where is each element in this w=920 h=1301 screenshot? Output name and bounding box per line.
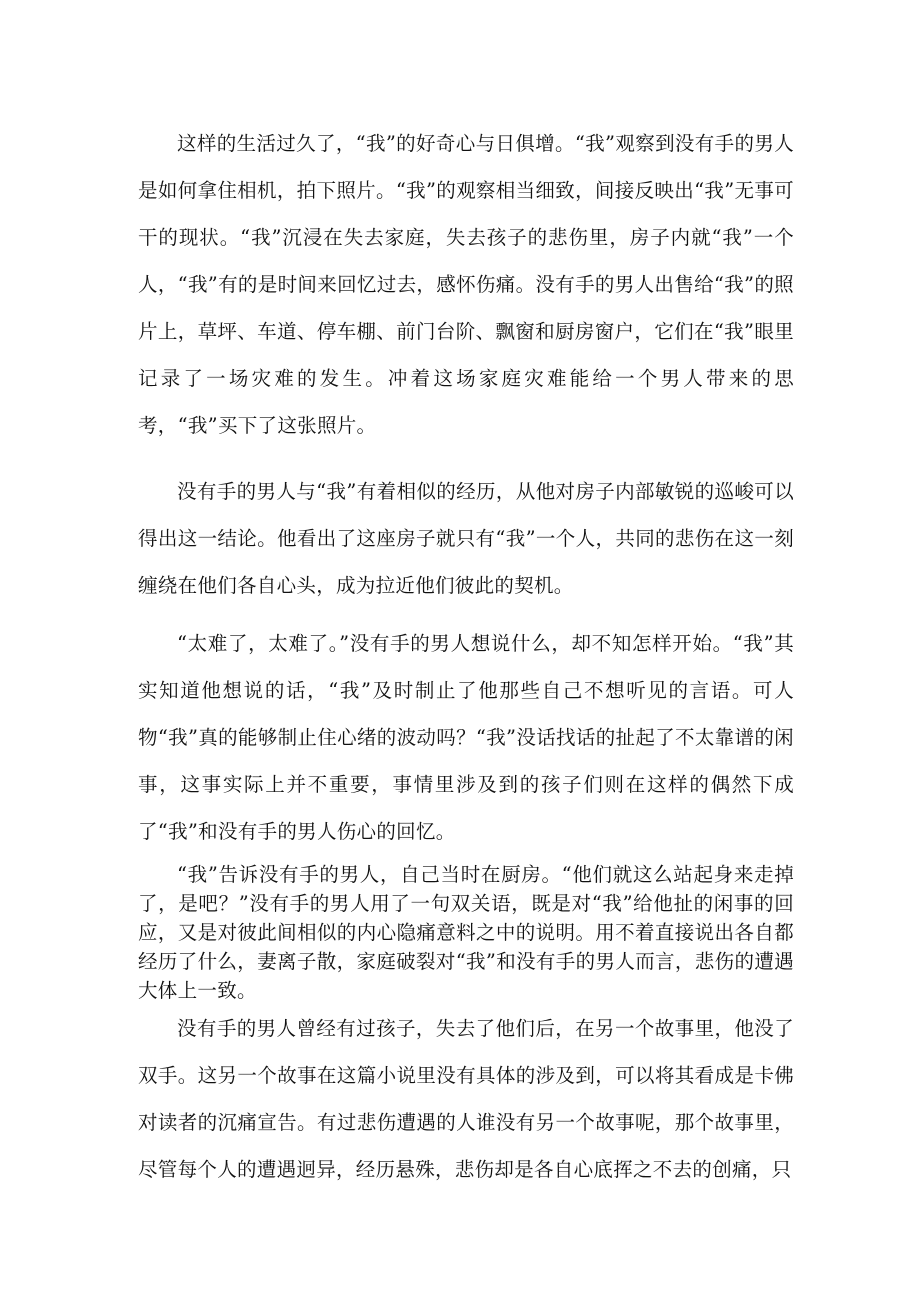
paragraph-5: 没有手的男人曾经有过孩子，失去了他们后，在另一个故事里，他没了双手。这另一个故事在这篇小说里没有具体的涉及到，可以将其看成是卡佛对读者的沉痛宣告。有过悲伤遭遇的人谁没有另一个故事呢，那个故事里，尽管每个人的遭遇迥异，经历悬殊，悲伤却是各自心底挥之不去的创痛，只 — [138, 1017, 794, 1181]
paragraph-1: 这样的生活过久了，“我”的好奇心与日俱增。“我”观察到没有手的男人是如何拿住相机，拍下照片。“我”的观察相当细致，间接反映出“我”无事可干的现状。“我”沉浸在失去家庭，失去孩子的悲伤里，房子内就“我”一个人，“我”有的是时间来回忆过去，感怀伤痛。没有手的男人出售给“我”的照片上，草坪、车道、停车棚、前门台阶、飘窗和厨房窗户，它们在“我”眼里记录了一场灾难的发生。冲着这场家庭灾难能给一个男人带来的思考，“我”买下了这张照片。 — [138, 132, 794, 437]
paragraph-3: “太难了，太难了。”没有手的男人想说什么，却不知怎样开始。“我”其实知道他想说的话，“我”及时制止了他那些自己不想听见的言语。可人物“我”真的能够制止住心绪的波动吗？“我”没话找话的扯起了不太靠谱的闲事，这事实际上并不重要，事情里涉及到的孩子们则在这样的偶然下成了“我”和没有手的男人伤心的回忆。 — [138, 632, 794, 843]
paragraph-2: 没有手的男人与“我”有着相似的经历，从他对房子内部敏锐的巡峻可以得出这一结论。他看出了这座房子就只有“我”一个人，共同的悲伤在这一刻缠绕在他们各自心头，成为拉近他们彼此的契机。 — [138, 480, 794, 597]
paragraph-4: “我”告诉没有手的男人，自己当时在厨房。“他们就这么站起身来走掉了，是吧？”没有手的男人用了一句双关语，既是对“我”给他扯的闲事的回应，又是对彼此间相似的内心隐痛意料之中的说明。用不着直接说出各自都经历了什么，妻离子散，家庭破裂对“我”和没有手的男人而言，悲伤的遭遇大体上一致。 — [138, 863, 794, 1002]
